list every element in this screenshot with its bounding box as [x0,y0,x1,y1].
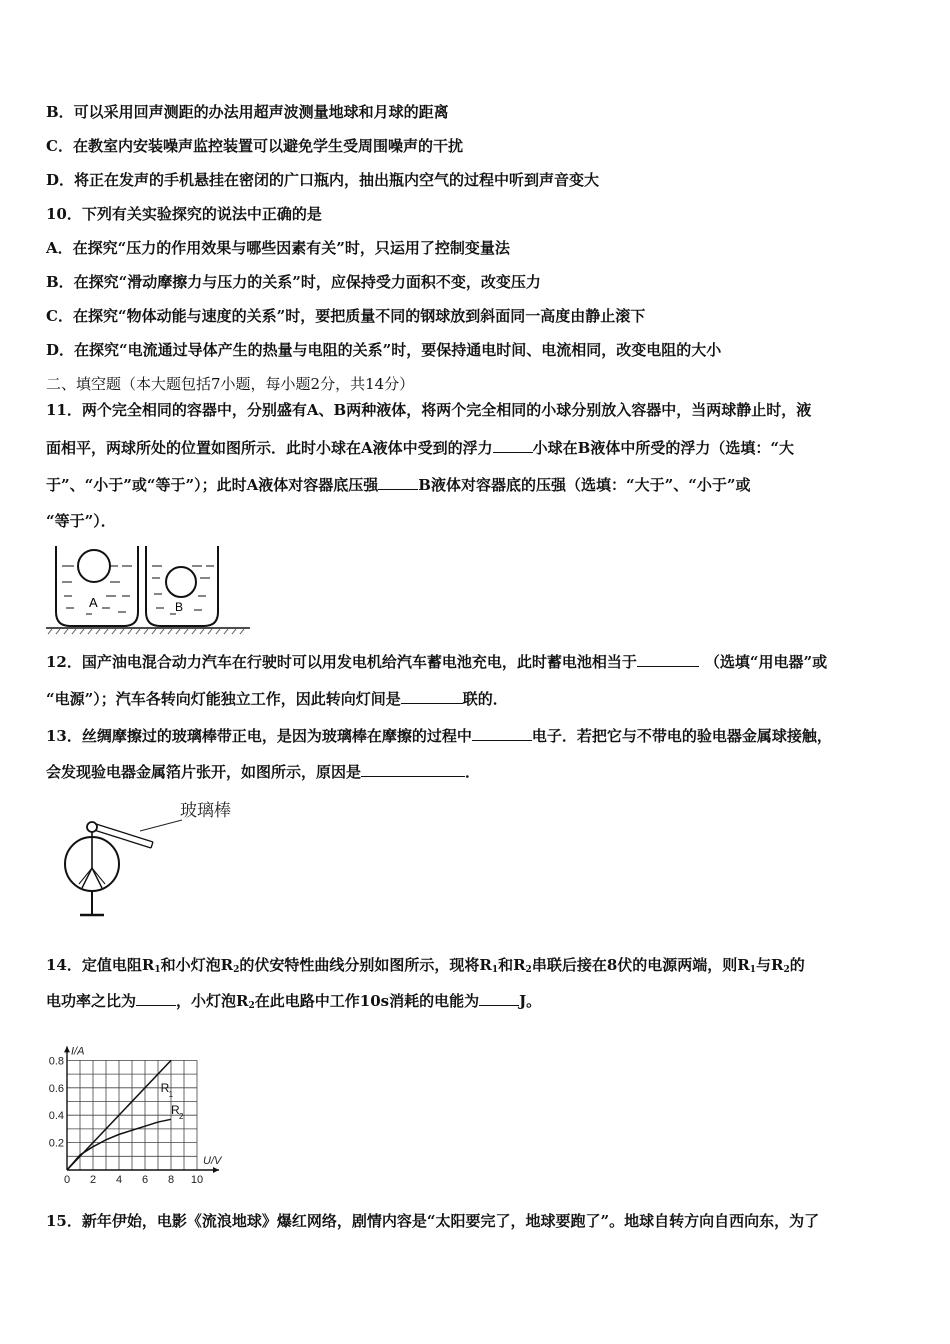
iv-chart [44,1024,234,1184]
y-tick-label: 0.2 [48,1137,64,1150]
q14-line1 [46,955,805,980]
q11-line2-text-a: 面相平，两球所处的位置如图所示．此时小球在A液体中受到的浮力 [46,439,493,457]
q14-sub-2: 2 [233,965,240,975]
q14-text-1: 14．定值电阻R [46,956,155,974]
q11-blank-2[interactable] [378,475,418,490]
series-label-sub-r2: 2 [179,1111,184,1121]
q9-option-b: B．可以采用回声测距的办法用超声波测量地球和月球的距离 [46,103,449,121]
q12-blank-1[interactable] [637,652,699,667]
q13-line2-text-b: ． [465,763,481,781]
q13-blank-1[interactable] [472,726,532,741]
q14-blank-2[interactable] [479,991,519,1006]
y-tick-label: 0.4 [48,1110,64,1123]
x-axis-arrow [213,1167,219,1173]
q11-line3 [46,475,750,495]
glass-rod [94,824,153,848]
q11-line3-text-a: 于”、“小于”或“等于”）；此时A液体对容器底压强 [46,476,379,494]
q10-option-c: C．在探究“物体动能与速度的关系”时，要把质量不同的钢球放到斜面同一高度由静止滚下 [46,307,646,325]
q14-sub-7: 2 [248,1001,255,1011]
q13-line2-text-a: 会发现验电器金属箔片张开，如图所示，原因是 [46,763,362,781]
q14-blank-1[interactable] [136,991,176,1006]
series-label-r1: R [160,1080,170,1095]
q13-blank-2[interactable] [361,762,465,777]
q14-line2 [46,991,541,1016]
q12-line2 [46,689,508,709]
electroscope-figure [56,796,261,932]
q11-line1: 11．两个完全相同的容器中，分别盛有A、B两种液体，将两个完全相同的小球分别放入容器中，当两球静止时，液 [46,401,812,419]
q10-option-a: A．在探究“压力的作用效果与哪些因素有关”时，只运用了控制变量法 [46,239,510,257]
q9-option-c: C．在教室内安装噪声监控装置可以避免学生受周围噪声的干扰 [46,137,463,155]
q14-text-2: 和小灯泡R [160,956,234,974]
q14-sub-5: 1 [749,965,756,975]
q10-option-b: B．在探究“滑动摩擦力与压力的关系”时，应保持受力面积不变，改变压力 [46,273,541,291]
q11-line3-text-b: B液体对容器底的压强（选填：“大于”、“小于”或 [418,476,751,494]
y-axis-arrow [64,1046,70,1052]
q14-text-7: 的 [789,956,805,974]
q14-text-5: 串联后接在8伏的电源两端，则R [531,956,750,974]
x-tick-label: 2 [89,1174,97,1184]
x-tick-label: 4 [115,1174,123,1184]
series-label-r2: R [171,1102,180,1117]
q14-text-10: 在此电路中工作10s消耗的电能为 [254,992,480,1010]
metal-ball [87,822,97,832]
y-axis-label: I/A [71,1045,85,1058]
series-label-sub-r1: 1 [168,1089,174,1099]
label-liquid-a: A [89,595,98,610]
q11-line2 [46,438,794,458]
q14-text-9: ，小灯泡R [176,992,249,1010]
label-leader-line [140,820,182,831]
q12-blank-2[interactable] [401,689,463,704]
q11-line4: “等于”）． [46,512,116,530]
q14-text-6: 与R [755,956,784,974]
metal-foils [79,868,105,888]
ball-a [78,550,110,582]
q12-line1-text-b: （选填“用电器”或 [704,653,828,671]
container-b [146,546,218,626]
containers-figure [44,544,254,636]
glass-rod-label: 玻璃棒 [180,801,231,820]
q12-line1-text-a: 12．国产油电混合动力汽车在行驶时可以用发电机给汽车蓄电池充电，此时蓄电池相当于 [46,653,637,671]
q12-line2-text-b: 联的． [462,690,508,708]
y-tick-label: 0.8 [48,1055,64,1068]
q12-line2-text-a: “电源”）；汽车各转向灯能独立工作，因此转向灯间是 [46,690,401,708]
q13-line1-text-b: 电子．若把它与不带电的验电器金属球接触， [531,727,832,745]
container-a [56,546,138,626]
q14-sub-6: 2 [783,965,790,975]
x-axis-label: U/V [203,1155,222,1167]
q11-blank-1[interactable] [493,438,533,453]
q14-text-11: J。 [519,992,542,1010]
q10-option-d: D．在探究“电流通过导体产生的热量与电阻的关系”时，要保持通电时间、电流相同，改变电阻的大小 [46,341,722,359]
q14-text-3: 的伏安特性曲线分别如图所示，现将R [239,956,492,974]
q9-option-d: D．将正在发声的手机悬挂在密闭的广口瓶内，抽出瓶内空气的过程中听到声音变大 [46,171,600,189]
q14-text-8: 电功率之比为 [46,992,137,1010]
q11-line2-text-b: 小球在B液体中所受的浮力（选填：“大 [532,439,794,457]
q12-line1 [46,652,827,672]
q14-sub-3: 1 [491,965,499,975]
label-liquid-b: B [175,600,184,614]
q14-text-4: 和R [498,956,526,974]
q10-stem: 10．下列有关实验探究的说法中正确的是 [46,205,322,223]
x-tick-label: 0 [63,1174,71,1184]
x-tick-label: 8 [167,1174,175,1184]
section-header: 二、填空题（本大题包括7小题，每小题2分，共14分） [46,375,415,393]
ground [46,628,250,634]
q15-line1: 15．新年伊始，电影《流浪地球》爆红网络，剧情内容是“太阳要完了，地球要跑了”。地球自转方向自西向东，为了 [46,1212,820,1230]
q13-line1-text-a: 13．丝绸摩擦过的玻璃棒带正电，是因为玻璃棒在摩擦的过程中 [46,727,472,745]
q13-line2 [46,762,480,782]
ball-b [166,567,196,597]
q14-sub-4: 2 [525,965,532,975]
y-tick-label: 0.6 [48,1082,64,1095]
x-tick-label: 6 [141,1174,149,1184]
x-tick-label: 10 [190,1174,204,1184]
chart-axes [64,1046,219,1173]
q14-sub-1: 1 [154,965,161,975]
q13-line1 [46,726,832,746]
